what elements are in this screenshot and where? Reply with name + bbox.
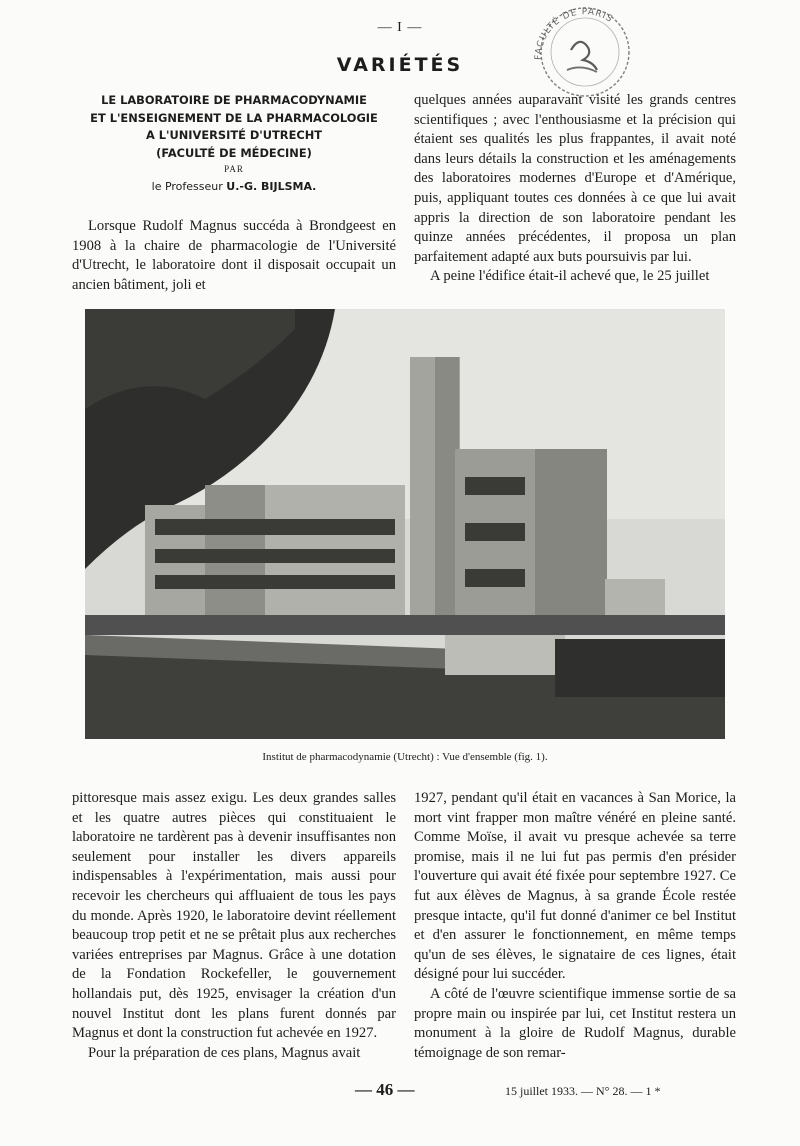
- stamp-text: FACULTÉ DE PARIS: [533, 7, 615, 61]
- author-byline: [70, 180, 398, 193]
- paragraph: A peine l'édifice était-il achevé que, le 25 juillet: [430, 268, 710, 285]
- title-line-3: A L'UNIVERSITÉ D'UTRECHT: [145, 128, 323, 142]
- library-stamp: [527, 0, 637, 100]
- page-number: — 46 —: [355, 1080, 415, 1099]
- column-1-bottom: [72, 789, 396, 1063]
- paragraph: A côté de l'œuvre scientifique immense sortie de sa propre main ou inspirée par lui, cet Institut restera un monument à la gloire de Rudolf Magnus, durable témoignage de son remar-: [414, 985, 736, 1061]
- byline-par: PAR: [224, 164, 244, 174]
- author-name: U.-G. BIJLSMA.: [226, 180, 317, 193]
- building-photograph: [85, 309, 725, 739]
- column-2-bottom: [414, 789, 736, 1063]
- column-2-top: [414, 91, 736, 287]
- column-1-top: [72, 217, 396, 295]
- paragraph: pittoresque mais assez exigu. Les deux grandes salles et les quatre autres pièces qui constituaient le laboratoire ne tardèrent pas à devenir insuffisantes non seulement pour installer les divers appareils indispensables à l'expérimentation, mais aussi pour recevoir les chercheurs qui affluaient de tous les pays du monde. Après 1920, le laboratoire devint réellement beaucoup trop petit et ne se prêtait plus aux recherches variées entreprises par Magnus. Grâce à une dotation de la Fondation Rockefeller, le gouvernement hollandais put, dès 1925, envisager la création d'un nouvel Institut dont les plans furent donnés par Magnus et dont la construction fut achevée en 1927.: [72, 790, 396, 1042]
- paragraph: quelques années auparavant visité les grands centres scientifiques ; avec l'enthousiasme et la précision qui étaient ses qualités les plus frappantes, il avait noté dans leurs détails la construction et les aménagements des laboratoires modernes d'Europe et d'Amérique, puis, appliquant toutes ces données à ce que lui avait appris la direction de son laboratoire pendant les quinze années précédentes, il proposa un plan parfaitement adapté aux buts poursuivis par lui.: [414, 92, 736, 265]
- paragraph: Pour la préparation de ces plans, Magnus avait: [88, 1044, 361, 1061]
- title-line-4: (FACULTÉ DE MÉDECINE): [156, 145, 312, 160]
- top-folio: — I —: [377, 20, 423, 35]
- section-rubric: VARIÉTÉS: [336, 54, 464, 76]
- title-line-1: LE LABORATOIRE DE PHARMACODYNAMIE: [101, 93, 367, 107]
- paragraph: Lorsque Rudolf Magnus succéda à Brondgeest en 1908 à la chaire de pharmacologie de l'Université d'Utrecht, le laboratoire dont il disposait occupait un ancien bâtiment, joli et: [72, 218, 396, 293]
- author-prefix: le Professeur: [151, 180, 223, 193]
- article-title: [70, 92, 398, 162]
- issue-date-line: 15 juillet 1933. — N° 28. — 1 *: [505, 1084, 661, 1098]
- title-line-2: ET L'ENSEIGNEMENT DE LA PHARMACOLOGIE: [90, 110, 378, 125]
- svg-text:FACULTÉ DE PARIS: [534, 7, 615, 60]
- paragraph: 1927, pendant qu'il était en vacances à San Morice, la mort vint frapper mon maître vénéré en pleine santé. Comme Moïse, il avait vu presque achevée sa terre promise, mais il ne lui fut pas permis d'en présider l'ouverture qui avait été fixée pour septembre 1927. Ce fut aux élèves de Magnus, à sa grande École restée presque intacte, qu'il fut donné d'animer ce bel Institut et d'en assurer le fonctionnement, en même temps qu'un de ses élèves, le signataire de ces lignes, était désigné pour lui succéder.: [414, 790, 736, 983]
- figure-caption: Institut de pharmacodynamie (Utrecht) : Vue d'ensemble (fig. 1).: [262, 751, 548, 763]
